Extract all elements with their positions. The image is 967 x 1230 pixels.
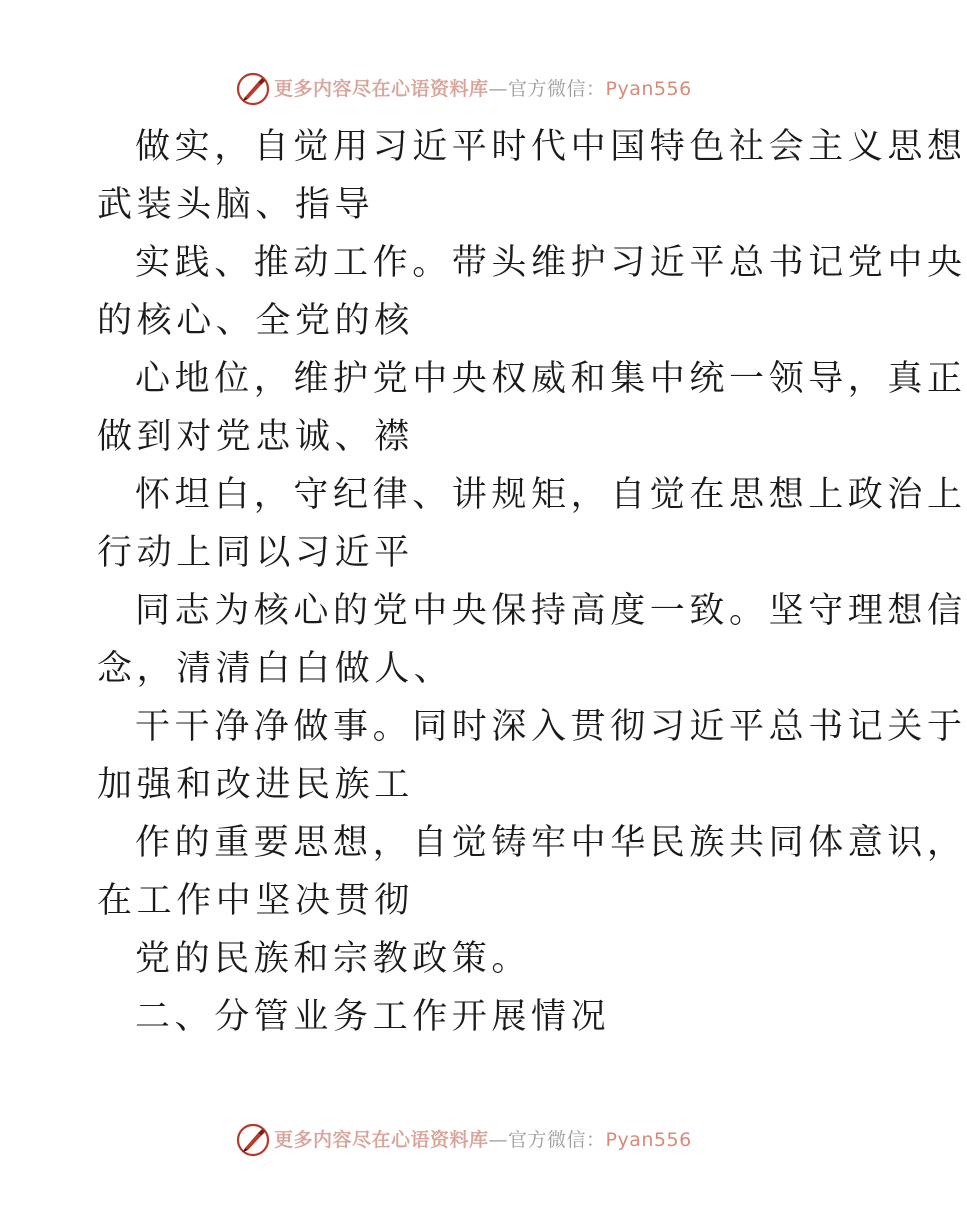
text-line: 加强和改进民族工 bbox=[97, 765, 414, 805]
watermark-brand: 更多内容尽在心语资料库 bbox=[274, 78, 489, 100]
pen-quill-logo-icon bbox=[236, 72, 270, 106]
text-line: 党的民族和宗教政策。 bbox=[135, 939, 532, 979]
watermark-brand: 更多内容尽在心语资料库 bbox=[274, 1129, 489, 1151]
watermark-wechat-label: 官方微信： bbox=[508, 1129, 606, 1151]
text-line: 做到对党忠诚、襟 bbox=[97, 417, 414, 457]
header-watermark bbox=[236, 72, 692, 106]
watermark-text bbox=[274, 1123, 692, 1157]
watermark-wechat-id: Pyan556 bbox=[605, 78, 692, 100]
watermark-dash: — bbox=[488, 1129, 509, 1151]
text-line: 武装头脑、指导 bbox=[97, 185, 375, 225]
text-line: 作的重要思想，自觉铸牢中华民族共同体意识， bbox=[135, 823, 967, 863]
text-line: 念，清清白白做人、 bbox=[97, 649, 454, 689]
text-line: 心地位，维护党中央权威和集中统一领导，真正 bbox=[135, 359, 967, 399]
text-line: 怀坦白，守纪律、讲规矩，自觉在思想上政治上 bbox=[135, 475, 967, 515]
text-line: 行动上同以习近平 bbox=[97, 533, 414, 573]
watermark-wechat-label: 官方微信： bbox=[508, 78, 606, 100]
watermark-dash: — bbox=[488, 78, 509, 100]
text-line: 的核心、全党的核 bbox=[97, 301, 414, 341]
document-body bbox=[97, 118, 967, 1046]
text-line: 实践、推动工作。带头维护习近平总书记党中央 bbox=[135, 243, 967, 283]
text-line: 同志为核心的党中央保持高度一致。坚守理想信 bbox=[135, 591, 967, 631]
text-line: 做实，自觉用习近平时代中国特色社会主义思想 bbox=[135, 127, 967, 167]
section-heading: 二、分管业务工作开展情况 bbox=[135, 997, 611, 1037]
text-line: 在工作中坚决贯彻 bbox=[97, 881, 414, 921]
watermark-text bbox=[274, 72, 692, 106]
pen-quill-logo-icon bbox=[236, 1123, 270, 1157]
footer-watermark bbox=[236, 1123, 692, 1157]
watermark-wechat-id: Pyan556 bbox=[605, 1129, 692, 1151]
text-line: 干干净净做事。同时深入贯彻习近平总书记关于 bbox=[135, 707, 967, 747]
